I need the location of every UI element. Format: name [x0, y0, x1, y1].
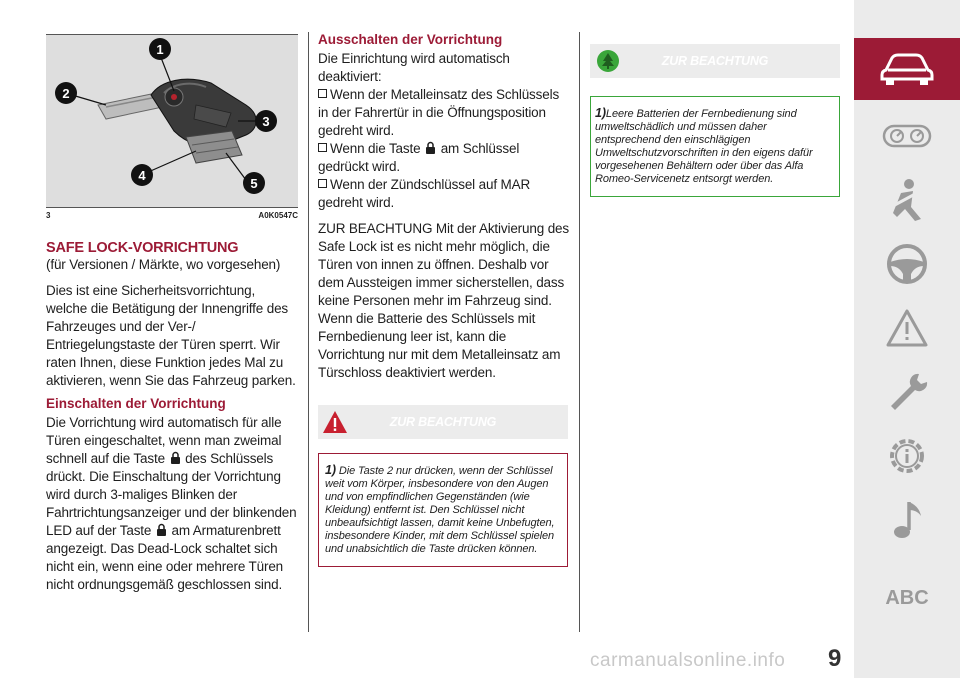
- watermark: carmanualsonline.info: [590, 650, 786, 671]
- einschalten-heading: Einschalten der Vorrichtung: [46, 396, 226, 411]
- warning-note-body: [318, 453, 568, 567]
- ausschalten-heading: Ausschalten der Vorrichtung: [318, 32, 503, 47]
- page-number: 9: [828, 645, 842, 672]
- column-divider: [308, 32, 309, 632]
- warning-note-header: [318, 405, 568, 439]
- einschalten-text-c: am Armaturenbrett angezeigt. Das Dead-Lock schaltet sich nicht ein, wenn eine oder mehrere Türen nicht ordnungsgemäß geschlossen sind.: [46, 523, 284, 592]
- environment-note-title: ZUR BEACHTUNG: [661, 54, 769, 68]
- column-divider: [579, 32, 580, 632]
- column-1: [46, 240, 298, 600]
- music-note-icon: [887, 498, 927, 542]
- sidebar-item-dashboard[interactable]: [854, 104, 960, 168]
- callout-1: 1: [156, 42, 164, 57]
- section-intro: Dies ist eine Sicherheitsvorrichtung, welche die Betätigung der Innengriffe des Fahrzeuges und der Ver-/ Entriegelungstaste der Türen sperrt. Wir raten Ihnen, diese Funktion jedes Mal zu aktivieren, wenn Sie das Fahrzeug parken.: [46, 283, 296, 388]
- sidebar-item-index[interactable]: [854, 568, 960, 628]
- environment-note-text: Leere Batterien der Fernbedienung sind umweltschädlich und müssen daher entsprechend den einschlägigen Umweltschutzvorschriften in den eigens dafür vorgesehenen Behältern oder über das Alfa Romeo-Servicenetz entsorgt werden.: [595, 108, 813, 185]
- section-subtitle: (für Versionen / Märkte, wo vorgesehen): [46, 257, 281, 272]
- sidebar-item-driving[interactable]: [854, 232, 960, 296]
- bullet-text: Wenn der Zündschlüssel auf MAR gedreht wird.: [318, 177, 531, 210]
- figure-number: 3: [46, 211, 51, 220]
- callout-3: 3: [262, 114, 270, 129]
- wrench-icon: [885, 370, 929, 414]
- warning-note-box: [318, 405, 568, 567]
- checkbox-bullet-icon: [318, 179, 327, 188]
- warning-triangle-icon: [885, 308, 929, 348]
- steering-wheel-icon: [885, 242, 929, 286]
- lock-icon: [170, 451, 181, 465]
- einschalten-text-b: des Schlüssels drückt. Die Einschaltung der Vorrichtung wird durch 3-maliges Blinken der Fahrtrichtungsanzeiger und der blinkenden LED auf der Taste: [46, 451, 297, 538]
- sidebar-item-service[interactable]: [854, 360, 960, 424]
- warning-note-number: 1): [325, 463, 336, 477]
- environment-note-header: [590, 44, 840, 78]
- lock-icon: [425, 141, 436, 155]
- chapter-sidebar: [854, 0, 960, 678]
- sidebar-item-warnings[interactable]: [854, 296, 960, 360]
- figure-code: A0K0547C: [258, 211, 298, 220]
- seatbelt-person-icon: [887, 177, 927, 223]
- einschalten-text-a: Die Vorrichtung wird automatisch für alle Türen eingeschaltet, wenn man zweimal schnell auf die Taste: [46, 415, 282, 466]
- environment-note-number: 1): [595, 106, 606, 120]
- bullet-item: [318, 176, 570, 212]
- bullet-item: [318, 86, 570, 140]
- ausschalten-note: ZUR BEACHTUNG Mit der Aktivierung des Safe Lock ist es nicht mehr möglich, die Türen von innen zu öffnen. Deshalb vor dem Aussteigen immer sicherstellen, dass keine Personen mehr im Fahrzeug sind. Wenn die Batterie des Schlüssels mit Fernbedienung leer ist, kann die Vorrichtung nur mit dem Metalleinsatz am Türschloss deaktiviert werden.: [318, 221, 570, 380]
- sidebar-item-multimedia[interactable]: [854, 488, 960, 552]
- warning-note-title: ZUR BEACHTUNG: [389, 415, 497, 429]
- lock-icon: [156, 523, 167, 537]
- bullet-text: Wenn die Taste: [330, 141, 421, 156]
- sidebar-item-technical-data[interactable]: [854, 424, 960, 488]
- callout-2: 2: [62, 86, 70, 101]
- sidebar-item-car[interactable]: [854, 38, 960, 100]
- environment-note-box: [590, 44, 840, 197]
- bullet-text: am Schlüssel gedrückt wird.: [318, 141, 520, 174]
- flip-key-illustration: [46, 35, 298, 207]
- figure-caption: [46, 211, 298, 223]
- warning-note-text: Die Taste 2 nur drücken, wenn der Schlüssel weit vom Körper, insbesondere von den Augen und von empfindlichen Gegenständen (wie Kleidung) entfernt ist. Den Schlüssel nicht unbeaufsichtigt lassen, damit keine Unbefugten, insbesondere Kinder, mit dem Schlüssel spielen und unabsichtlich die Taste drücken können.: [325, 465, 555, 555]
- environment-note-body: [590, 96, 840, 197]
- abc-index-label: ABC: [885, 586, 929, 609]
- callout-4: 4: [138, 168, 146, 183]
- bullet-text: Wenn der Metalleinsatz des Schlüssels in der Fahrertür in die Öffnungsposition gedreht wird.: [318, 87, 560, 138]
- callout-5: 5: [250, 176, 258, 191]
- key-figure: [46, 34, 298, 208]
- checkbox-bullet-icon: [318, 143, 327, 152]
- car-icon: [880, 52, 934, 86]
- bullet-item: [318, 140, 570, 176]
- sidebar-item-safety[interactable]: [854, 168, 960, 232]
- gear-info-icon: [885, 434, 929, 478]
- dashboard-gauges-icon: [882, 122, 932, 150]
- ausschalten-intro: Die Einrichtung wird automatisch deaktiviert:: [318, 51, 510, 84]
- einschalten-text: [46, 414, 298, 594]
- section-title: SAFE LOCK-VORRICHTUNG: [46, 240, 239, 256]
- column-2: [318, 32, 570, 388]
- checkbox-bullet-icon: [318, 89, 327, 98]
